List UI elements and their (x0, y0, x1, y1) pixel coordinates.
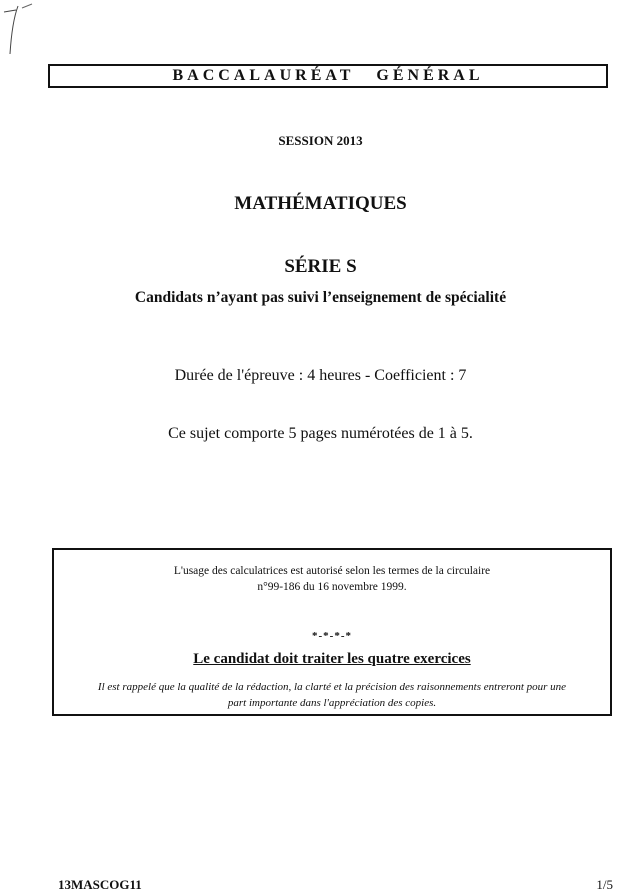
calculator-rule-line1: L'usage des calculatrices est autorisé selon les termes de la circulaire (173, 565, 491, 577)
subject-code: 13MASCOG11 (58, 877, 142, 892)
quality-reminder-line1: Il est rappelé que la qualité de la rédaction, la clarté et la précision des raisonnements entreront pour une (97, 681, 567, 693)
quality-reminder-line2: part importante dans l'appréciation des copies. (227, 697, 437, 709)
exam-header-word2: GÉNÉRAL (376, 67, 484, 84)
instructions-box (52, 548, 612, 716)
exam-header-box (48, 64, 608, 88)
page-number: 1/5 (596, 877, 613, 892)
calculator-rule-line2: n°99-186 du 16 novembre 1999. (257, 581, 407, 593)
scan-mark-icon (2, 2, 38, 62)
page-count-note: Ce sujet comporte 5 pages numérotées de 1 à 5. (168, 425, 473, 442)
duration-coefficient: Durée de l'épreuve : 4 heures - Coefficient : 7 (174, 367, 467, 384)
subject-title: MATHÉMATIQUES (234, 193, 407, 214)
serie-title: SÉRIE S (284, 256, 357, 277)
separator-stars: *-*-*-* (312, 630, 352, 642)
candidats-subtitle: Candidats n’ayant pas suivi l’enseignement de spécialité (134, 289, 507, 306)
session-label: SESSION 2013 (278, 133, 363, 148)
exercise-instruction: Le candidat doit traiter les quatre exercices (193, 651, 471, 667)
exam-header-word1: BACCALAURÉAT (172, 67, 355, 84)
